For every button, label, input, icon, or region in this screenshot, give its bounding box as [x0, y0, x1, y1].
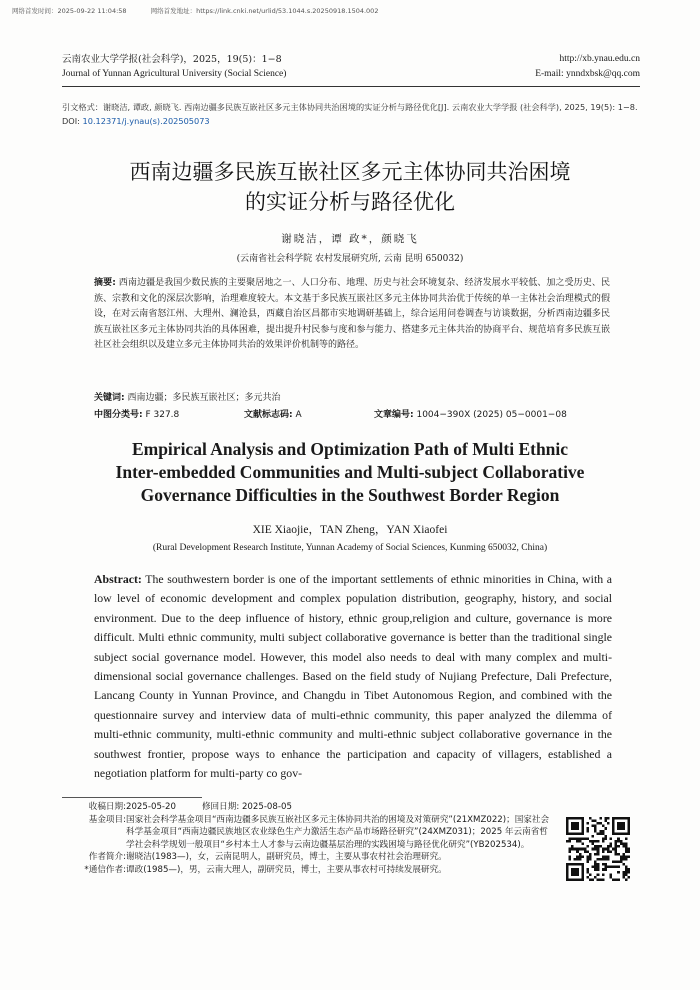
- abstract-en: [94, 570, 612, 783]
- clc-label: 中图分类号:: [94, 410, 143, 420]
- footnotes: [72, 801, 552, 877]
- qr-code[interactable]: [566, 817, 630, 881]
- keywords-zh-label: 关键词:: [94, 393, 125, 403]
- affiliation-en: (Rural Development Research Institute, Yunnan Academy of Social Sciences, Kunming 650032, China): [152, 543, 548, 553]
- abstract-zh-label: 摘要:: [94, 278, 116, 288]
- journal-email[interactable]: E-mail: ynndxbsk@qq.com: [535, 69, 640, 79]
- authors-zh: 谢晓洁，谭 政*，颜晓飞: [281, 233, 419, 245]
- dates-row: [72, 801, 552, 814]
- received-label: 收稿日期:: [88, 802, 126, 812]
- journal-name-en: Journal of Yunnan Agricultural University (Social Science): [62, 69, 287, 79]
- title-en-line-2: Inter-embedded Communities and Multi-subject Collaborative: [115, 462, 585, 482]
- corresponding-text: 谭政(1985—)，男，云南大理人，副研究员，博士，主要从事农村可持续发展研究。: [126, 864, 447, 875]
- abstract-en-label: Abstract:: [94, 572, 142, 586]
- title-en-line-3: Governance Difficulties in the Southwest Border Region: [140, 485, 560, 505]
- affiliation-zh: (云南省社会科学院 农村发展研究所, 云南 昆明 650032): [236, 254, 464, 264]
- header-divider: [62, 86, 640, 87]
- abstract-en-text: The southwestern border is one of the important settlements of ethnic minorities in China, with a low level of economic development and complex population distribution, geography, history, and social environment. Due to the deep influence of history, ethnic group,religion and culture, governance is more difficult. Multi ethnic community, multi subject collaborative governance is better than the traditional single subject social governance model. However, this model also needs to deal with many complex and multi-dimensional social governance challenges. Based on the field study of Nujiang Prefecture, Dali Prefecture, Lancang County in Yunnan Province, and Changdu in Tibet Autonomous Region, and combined with the questionnaire survey and interview data of multi-ethnic community, this paper analyzed the dilemma of multi-ethnic community, multi-ethnic community and multi-ethnic subject collaborative governance in the southwest frontier, propose ways to enhance the participation and capacity of villagers, established a negotiation platform for multi-party co gov-: [94, 572, 612, 781]
- citation-format: [62, 100, 640, 128]
- title-zh-line-2: 的实证分析与路径优化: [245, 190, 455, 214]
- first-publish-time: 网络首发时间：2025-09-22 11:04:58: [12, 7, 127, 15]
- qr-code-icon: [566, 817, 630, 881]
- fund-label: 基金项目:: [88, 814, 126, 825]
- journal-url[interactable]: http://xb.ynau.edu.cn: [559, 54, 640, 64]
- journal-header: [62, 52, 640, 82]
- citation-text: 引文格式：谢晓洁, 谭政, 颜晓飞. 西南边疆多民族互嵌社区多元主体协同共治困境的实证分析与路径优化[J]. 云南农业大学学报 (社会科学), 2025, 19(5): 1−8. DOI:: [62, 102, 638, 126]
- journal-name-zh: 云南农业大学学报(社会科学)，2025，19(5)：1−8: [62, 54, 282, 65]
- revised-date: 2025-08-05: [239, 802, 292, 812]
- authors-en: XIE Xiaojie，TAN Zheng，YAN Xiaofei: [252, 524, 448, 536]
- corresponding-row: [72, 864, 552, 877]
- keywords-zh: [94, 390, 610, 403]
- corresponding-label: *通信作者:: [84, 864, 126, 875]
- revised-label: 修回日期:: [201, 802, 240, 812]
- fund-row: [72, 814, 552, 852]
- article-title-en: [40, 438, 660, 507]
- network-first-publish-stamp: [12, 6, 400, 15]
- classification-zh: [94, 407, 610, 420]
- article-no-value: 1004−390X (2025) 05−0001−08: [413, 410, 567, 420]
- abstract-zh-text: 西南边疆是我国少数民族的主要聚居地之一、人口分布、地理、历史与社会环境复杂、经济发展水平较低、加之受历史、民族、宗教和文化的深层次影响，治理难度较大。本文基于多民族互嵌社区多元主体协同共治优于传统的单一主体社会治理模式的假设，在对云南省怒江州、大理州、澜沧县，西藏自治区昌都市实地调研基础上，综合运用问卷调查与访谈数据，分析西南边疆多民族互嵌社区多元主体协同共治的具体困难，提出提升村民参与度和参与能力、搭建多元主体共治的协商平台、规范培育多民族互嵌社区社会组织以及建立多元主体协同共治的效果评价机制等的路径。: [94, 278, 610, 351]
- fund-text: 国家社会科学基金项目“西南边疆多民族互嵌社区多元主体协同共治的困境及对策研究”(21XMZ022)；国家社会科学基金项目“西南边疆民族地区农业绿色生产力激活生态产品市场路径研究”(24XMZ031)；2025 年云南省哲学社会科学规划一般项目“乡村本土人才参与云南边疆基层治理的实践困境与路径优化研究”(YB202534)。: [126, 814, 550, 850]
- doc-code-value: A: [292, 410, 302, 420]
- first-publish-address[interactable]: 网络首发地址：https://link.cnki.net/urlid/53.1044.s.20250918.1504.002: [150, 7, 379, 15]
- article-title-zh: [40, 157, 660, 217]
- author-bio-text: 谢晓洁(1983—)，女，云南昆明人，副研究员，博士，主要从事农村社会治理研究。: [126, 852, 447, 863]
- title-en-line-1: Empirical Analysis and Optimization Path of Multi Ethnic: [131, 439, 569, 459]
- title-zh-line-1: 西南边疆多民族互嵌社区多元主体协同共治困境: [129, 160, 571, 184]
- author-bio-row: [72, 851, 552, 864]
- keywords-zh-text: 西南边疆；多民族互嵌社区；多元共治: [124, 393, 281, 403]
- article-no-label: 文章编号:: [374, 410, 414, 420]
- clc-value: F 327.8: [142, 410, 180, 420]
- doc-code-label: 文献标志码:: [244, 410, 293, 420]
- footnote-divider: [62, 797, 202, 798]
- abstract-zh: [94, 276, 610, 354]
- citation-doi-link[interactable]: 10.12371/j.ynau(s).202505073: [82, 116, 210, 126]
- received-date: 2025-05-20: [126, 802, 176, 812]
- author-bio-label: 作者简介:: [88, 852, 126, 863]
